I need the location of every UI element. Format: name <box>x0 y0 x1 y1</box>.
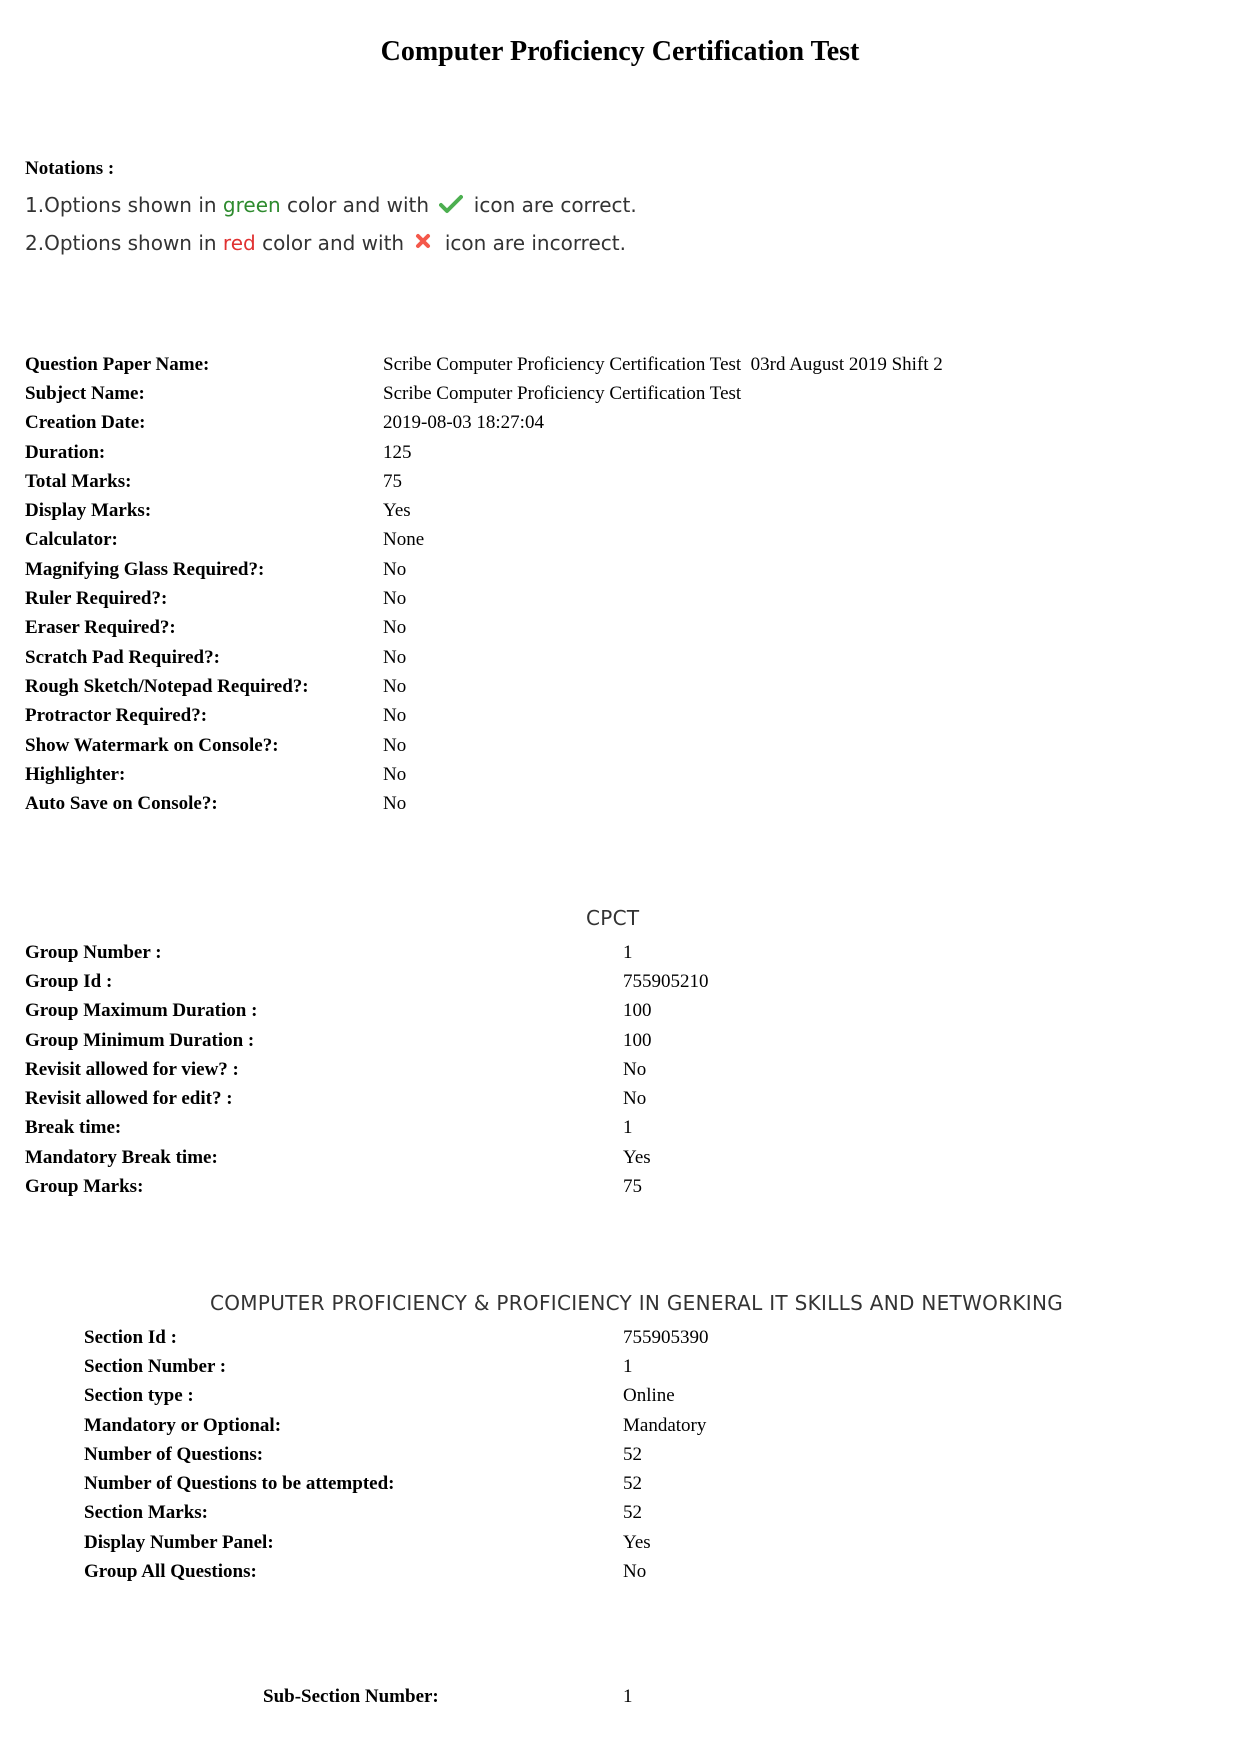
field-label: Section Id : <box>84 1326 177 1348</box>
field-label: Revisit allowed for edit? : <box>25 1088 233 1110</box>
notation-correct <box>25 186 637 224</box>
table-row <box>25 526 943 555</box>
field-value: No <box>623 1058 647 1080</box>
field-label: Group Id : <box>25 970 113 992</box>
table-row <box>84 1440 709 1469</box>
table-row <box>25 789 943 818</box>
table-row <box>25 379 943 408</box>
field-value: No <box>623 1561 647 1583</box>
field-value: 1 <box>623 941 633 963</box>
table-row <box>25 997 709 1026</box>
table-row <box>25 614 943 643</box>
table-row <box>25 409 943 438</box>
field-value: 2019-08-03 18:27:04 <box>383 412 544 434</box>
table-row <box>25 496 943 525</box>
table-row <box>25 731 943 760</box>
field-value: No <box>383 675 407 697</box>
field-label: Rough Sketch/Notepad Required?: <box>25 675 309 697</box>
paper-info-table <box>25 350 943 819</box>
table-row <box>25 555 943 584</box>
field-value: 75 <box>623 1176 642 1198</box>
table-row <box>25 1026 709 1055</box>
table-row <box>25 760 943 789</box>
field-value: 755905210 <box>623 970 709 992</box>
page-title: Computer Proficiency Certification Test <box>380 36 860 67</box>
table-row <box>84 1469 709 1498</box>
notation-incorrect <box>25 224 637 262</box>
notation-text: icon are correct. <box>467 193 637 217</box>
field-value: 1 <box>623 1355 633 1377</box>
field-value: No <box>383 588 407 610</box>
field-label: Creation Date: <box>25 412 146 434</box>
field-value: Yes <box>623 1531 651 1553</box>
field-value: No <box>623 1088 647 1110</box>
field-value: 75 <box>383 470 402 492</box>
table-row <box>84 1499 709 1528</box>
notation-text: 2.Options shown in <box>25 231 223 255</box>
field-label: Group Maximum Duration : <box>25 1000 258 1022</box>
field-value: No <box>383 763 407 785</box>
field-label: Ruler Required?: <box>25 588 168 610</box>
notations-block <box>25 158 637 262</box>
field-value: None <box>383 529 425 551</box>
field-label: Scratch Pad Required?: <box>25 646 220 668</box>
table-row <box>25 643 943 672</box>
table-row <box>84 1352 709 1381</box>
field-value: Online <box>623 1385 675 1407</box>
field-label: Section Marks: <box>84 1502 209 1524</box>
field-value: 100 <box>623 1029 652 1051</box>
notation-text: 1.Options shown in <box>25 193 223 217</box>
field-label: Mandatory or Optional: <box>84 1414 282 1436</box>
table-row <box>84 1528 709 1557</box>
table-row <box>25 1055 709 1084</box>
field-label: Duration: <box>25 441 106 463</box>
notations-heading: Notations : <box>25 158 115 179</box>
field-label: Calculator: <box>25 529 118 551</box>
sub-section-row <box>263 1686 633 1708</box>
table-row <box>25 467 943 496</box>
field-value: No <box>383 705 407 727</box>
field-label: Display Marks: <box>25 500 152 522</box>
notation-text: color and with <box>280 193 436 217</box>
field-value: 125 <box>383 441 412 463</box>
table-row <box>25 1172 709 1201</box>
field-label: Revisit allowed for view? : <box>25 1058 239 1080</box>
field-value: Scribe Computer Proficiency Certification Test 03rd August 2019 Shift 2 <box>383 353 943 375</box>
sub-section-label: Sub-Section Number: <box>263 1686 439 1707</box>
field-label: Highlighter: <box>25 763 126 785</box>
sub-section-value: 1 <box>623 1686 633 1707</box>
field-label: Auto Save on Console?: <box>25 793 218 815</box>
field-label: Break time: <box>25 1117 122 1139</box>
field-value: 52 <box>623 1473 642 1495</box>
cross-icon <box>414 226 434 264</box>
table-row <box>25 584 943 613</box>
notation-text: icon are incorrect. <box>438 231 626 255</box>
field-label: Question Paper Name: <box>25 353 210 375</box>
field-label: Protractor Required?: <box>25 705 208 727</box>
table-row <box>84 1382 709 1411</box>
table-row <box>25 702 943 731</box>
field-label: Subject Name: <box>25 382 145 404</box>
table-row <box>25 1114 709 1143</box>
section-heading: COMPUTER PROFICIENCY & PROFICIENCY IN GENERAL IT SKILLS AND NETWORKING <box>210 1291 1064 1315</box>
field-label: Show Watermark on Console?: <box>25 734 279 756</box>
group-heading: CPCT <box>586 906 640 930</box>
green-word: green <box>222 193 281 217</box>
table-row <box>84 1323 709 1352</box>
field-value: Yes <box>623 1146 651 1168</box>
table-row <box>25 350 943 379</box>
field-value: 52 <box>623 1443 642 1465</box>
field-label: Total Marks: <box>25 470 132 492</box>
field-label: Display Number Panel: <box>84 1531 274 1553</box>
field-value: No <box>383 734 407 756</box>
check-icon <box>439 188 463 226</box>
field-label: Number of Questions to be attempted: <box>84 1473 395 1495</box>
field-label: Section type : <box>84 1385 194 1407</box>
field-label: Group Minimum Duration : <box>25 1029 255 1051</box>
table-row <box>25 1143 709 1172</box>
field-value: 755905390 <box>623 1326 709 1348</box>
field-value: No <box>383 617 407 639</box>
table-row <box>25 967 709 996</box>
table-row <box>84 1557 709 1586</box>
table-row <box>25 1084 709 1113</box>
field-value: Scribe Computer Proficiency Certification Test <box>383 382 742 404</box>
field-label: Number of Questions: <box>84 1443 264 1465</box>
field-value: 52 <box>623 1502 642 1524</box>
field-value: 1 <box>623 1117 633 1139</box>
field-label: Group Marks: <box>25 1176 144 1198</box>
field-label: Magnifying Glass Required?: <box>25 558 265 580</box>
field-value: Yes <box>383 500 411 522</box>
field-label: Group All Questions: <box>84 1561 257 1583</box>
field-value: No <box>383 558 407 580</box>
field-value: 100 <box>623 1000 652 1022</box>
field-label: Mandatory Break time: <box>25 1146 218 1168</box>
field-value: No <box>383 793 407 815</box>
field-value: No <box>383 646 407 668</box>
table-row <box>25 938 709 967</box>
table-row <box>84 1411 709 1440</box>
table-row <box>25 672 943 701</box>
field-label: Section Number : <box>84 1355 227 1377</box>
field-label: Group Number : <box>25 941 162 963</box>
notation-text: color and with <box>255 231 411 255</box>
table-row <box>25 438 943 467</box>
field-label: Eraser Required?: <box>25 617 176 639</box>
field-value: Mandatory <box>623 1414 707 1436</box>
red-word: red <box>222 231 256 255</box>
section-info-table <box>84 1323 709 1587</box>
group-info-table <box>25 938 709 1202</box>
